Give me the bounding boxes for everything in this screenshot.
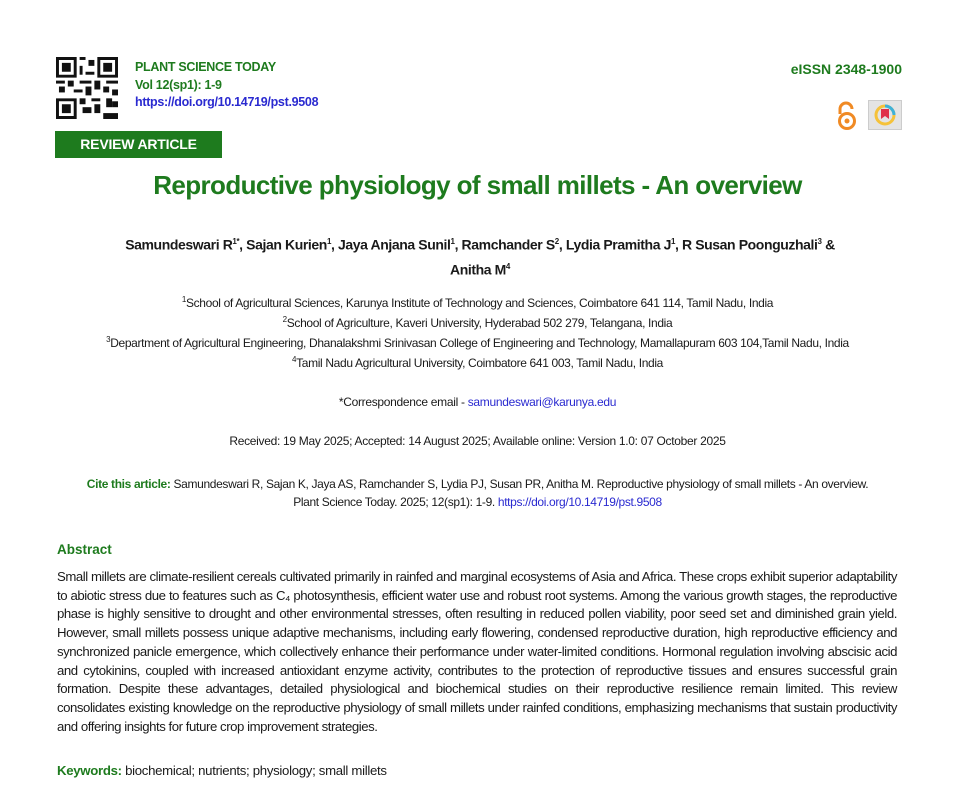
correspondence-email-link[interactable]: samundeswari@karunya.edu [467,395,617,409]
author-separator: , [454,236,462,253]
author-affiliation-marker: 2 [554,237,559,246]
author-name: Lydia Pramitha J [565,236,671,253]
author-affiliation-marker: 1* [232,237,240,246]
author-list [60,231,900,280]
doi-link[interactable]: https://doi.org/10.14719/pst.9508 [135,95,319,109]
correspondence: *Correspondence email - samundeswari@karunya.edu [338,395,617,409]
journal-name: PLANT SCIENCE TODAY [135,60,276,74]
affiliation-1: $^1$School of Agricultural Sciences, Karunya Institute of Technology and Sciences, Coimbatore 641 114, Tamil Nadu, India [181,295,774,310]
author-affiliation-marker: 1 [670,237,676,246]
open-access-icon [834,101,860,131]
article-dates: Received: 19 May 2025; Accepted: 14 August 2025; Available online: Version 1.0: 07 October 2025 [229,434,726,448]
author-name: Ramchander S [461,236,555,253]
article-title: Reproductive physiology of small millets - An overview [153,170,802,200]
abstract-body: Small millets are climate-resilient cereals cultivated primarily in rainfed and marginal ecosystems of Asia and Africa. These crops exhibit superior adaptability to abiotic stress due to features such as C₄ photosynthesis, efficient water use and robust root systems. Among the various growth stages, the reproductive phase is highly sensitive to drought and other environmental stresses, often resulting in reduced pollen viability, poor seed set and diminished grain yield. However, small millets possess unique adaptive mechanisms, including early flowering, condensed reproductive duration, high reproductive efficiency and synchronized panicle emergence, which collectively enhance their performance under water-limited conditions. Hormonal regulation involving abscisic acid and cytokinins, coupled with increased antioxidant enzyme activity, contributes to the protection of reproductive tissues and ensures successful grain formation. Despite these advantages, detailed physiological and biochemical studies on their reproductive resilience remain limited. This review consolidates existing knowledge on the reproductive physiology of small millets under rainfed conditions, emphasizing mechanisms that sustain productivity and offering insights for future crop improvement strategies. [57,569,897,734]
author-name: Samundeswari R [125,236,233,253]
author-name: Jaya Anjana Sunil [337,236,451,253]
crossmark-icon[interactable] [868,100,902,130]
author-separator: , [558,236,566,253]
author-name: Anitha M [450,261,506,278]
affiliation-2: $^2$School of Agriculture, Kaveri University, Hyderabad 502 279, Telangana, India [282,315,673,330]
author-affiliation-marker: 4 [505,261,510,271]
citation: Cite this article: Samundeswari R, Sajan K, Jaya AS, Ramchander S, Lydia PJ, Susan PR, Anitha M. Reproductive physiology of small millets - An overview. Plant Science Today. 2025; 12(sp1): 1-9. https://doi.org/10.14719/pst.9508 [86,477,869,509]
eissn: eISSN 2348-1900 [790,61,902,77]
volume-info: Vol 12(sp1): 1-9 [135,78,222,92]
author-affiliation-marker: 1 [326,237,331,246]
author-affiliation-marker: 3 [817,237,822,246]
article-type-badge: REVIEW ARTICLE [55,131,222,158]
author-name: R Susan Poonguzhali [682,236,818,253]
qr-code-icon [56,57,118,119]
author-affiliation-marker: 1 [450,237,455,246]
author-separator: & [821,236,835,253]
keywords: Keywords: biochemical; nutrients; physiology; small millets [57,763,387,778]
author-separator: , [239,236,247,253]
abstract-heading: Abstract [57,542,112,557]
affiliation-3: $^3$Department of Agricultural Engineering, Dhanalakshmi Srinivasan College of Engineering and Technology, Mamallapuram 603 104,Tamil Nadu, India [106,335,849,350]
author-separator: , [331,236,338,253]
author-name: Sajan Kurien [246,236,327,253]
citation-doi-link[interactable]: https://doi.org/10.14719/pst.9508 [497,494,662,509]
affiliation-4: $^4$Tamil Nadu Agricultural University, Coimbatore 641 003, Tamil Nadu, India [292,355,663,370]
author-separator: , [675,236,682,253]
